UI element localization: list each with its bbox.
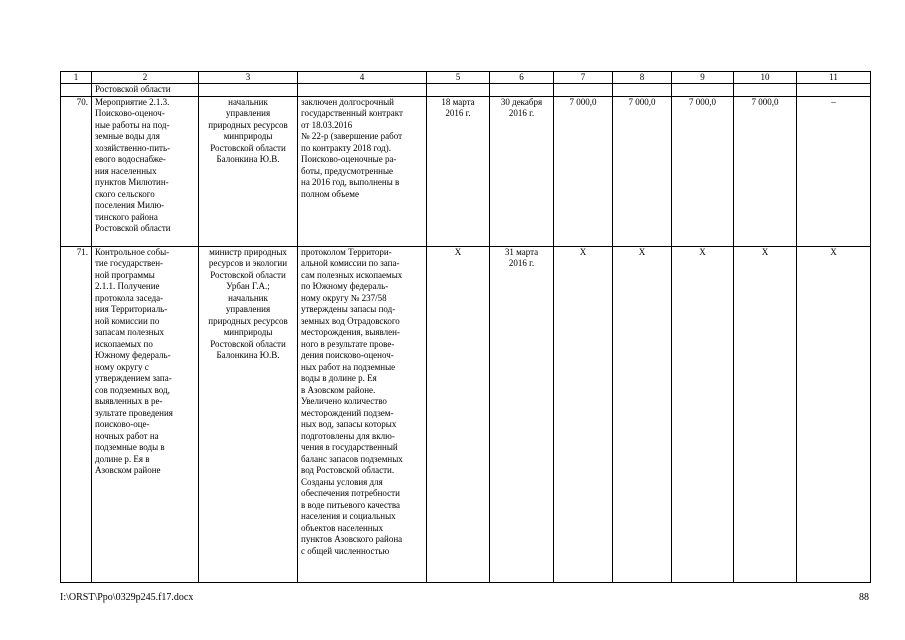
value-col7: 7 000,0 xyxy=(554,96,613,246)
file-path-footer: I:\ORST\Ppo\0329p245.f17.docx xyxy=(60,592,194,603)
value-col11: – xyxy=(797,96,871,246)
col-number-11: 11 xyxy=(797,72,871,84)
col-number-10: 10 xyxy=(734,72,797,84)
value-col9: 7 000,0 xyxy=(672,96,734,246)
plan-table xyxy=(60,71,871,583)
col-number-9: 9 xyxy=(672,72,734,84)
col-number-5: 5 xyxy=(427,72,490,84)
continuation-row xyxy=(61,84,871,97)
activity-name: Мероприятие 2.1.3. Поисково-оценоч- ные работы на под- земные воды для хозяйственно-пить- евого водоснабже- ния населенных пунктов Милютин- ского сельского поселения Милю- тинского района Ростовской области xyxy=(92,96,199,246)
col-number-4: 4 xyxy=(298,72,427,84)
continuation-text: Ростовской области xyxy=(92,84,199,97)
row-number: 70. xyxy=(61,96,92,246)
value-col8: X xyxy=(613,246,672,582)
col-number-7: 7 xyxy=(554,72,613,84)
activity-name: Контрольное собы- тие государствен- ной программы 2.1.1. Получение протокола заседа- ния Территориаль- ной комиссии по запасам полезных ископаемых по Южному федераль- ному округу с утверждением запа- сов подземных вод, выявленных в ре- зультате проведения поисково-оце- ночных работ на подземные воды в долине р. Ея в Азовском районе xyxy=(92,246,199,582)
col-number-3: 3 xyxy=(199,72,298,84)
end-date: 30 декабря 2016 г. xyxy=(490,96,554,246)
result-text: протоколом Территори- альной комиссии по запа- сам полезных ископаемых по Южному федераль- ному округу № 237/58 утверждены запасы под- земных вод Отрадовского месторождения, выявлен- ного в результате прове- дения поисково-оценоч- ных работ на подземные воды в долине р. Ея в Азовском районе. Увеличено количество месторождений подзем- ных вод, запасы которых подготовлены для вклю- чения в государственный баланс запасов подземных вод Ростовской области. Созданы условия для обеспечения потребности в воде питьевого качества населения и социальных объектов населенных пунктов Азовского района с общей численностью xyxy=(298,246,427,582)
start-date: 18 марта 2016 г. xyxy=(427,96,490,246)
table-row xyxy=(61,246,871,582)
responsible-person: министр природных ресурсов и экологии Ростовской области Урбан Г.А.; начальник управления природных ресурсов минприроды Ростовской области Балонкина Ю.В. xyxy=(199,246,298,582)
value-col9: X xyxy=(672,246,734,582)
value-col11: X xyxy=(797,246,871,582)
row-number: 71. xyxy=(61,246,92,582)
page-number: 88 xyxy=(859,592,869,603)
value-col7: X xyxy=(554,246,613,582)
start-date: X xyxy=(427,246,490,582)
end-date: 31 марта 2016 г. xyxy=(490,246,554,582)
col-number-1: 1 xyxy=(61,72,92,84)
col-number-2: 2 xyxy=(92,72,199,84)
column-numbers-row xyxy=(61,72,871,84)
col-number-6: 6 xyxy=(490,72,554,84)
result-text: заключен долгосрочный государственный контракт от 18.03.2016 № 22-р (завершение работ по контракту 2018 год). Поисково-оценочные ра- боты, предусмотренные на 2016 год, выполнены в полном объеме xyxy=(298,96,427,246)
value-col10: X xyxy=(734,246,797,582)
responsible-person: начальник управления природных ресурсов минприроды Ростовской области Балонкина Ю.В. xyxy=(199,96,298,246)
value-col8: 7 000,0 xyxy=(613,96,672,246)
table-row xyxy=(61,96,871,246)
col-number-8: 8 xyxy=(613,72,672,84)
value-col10: 7 000,0 xyxy=(734,96,797,246)
